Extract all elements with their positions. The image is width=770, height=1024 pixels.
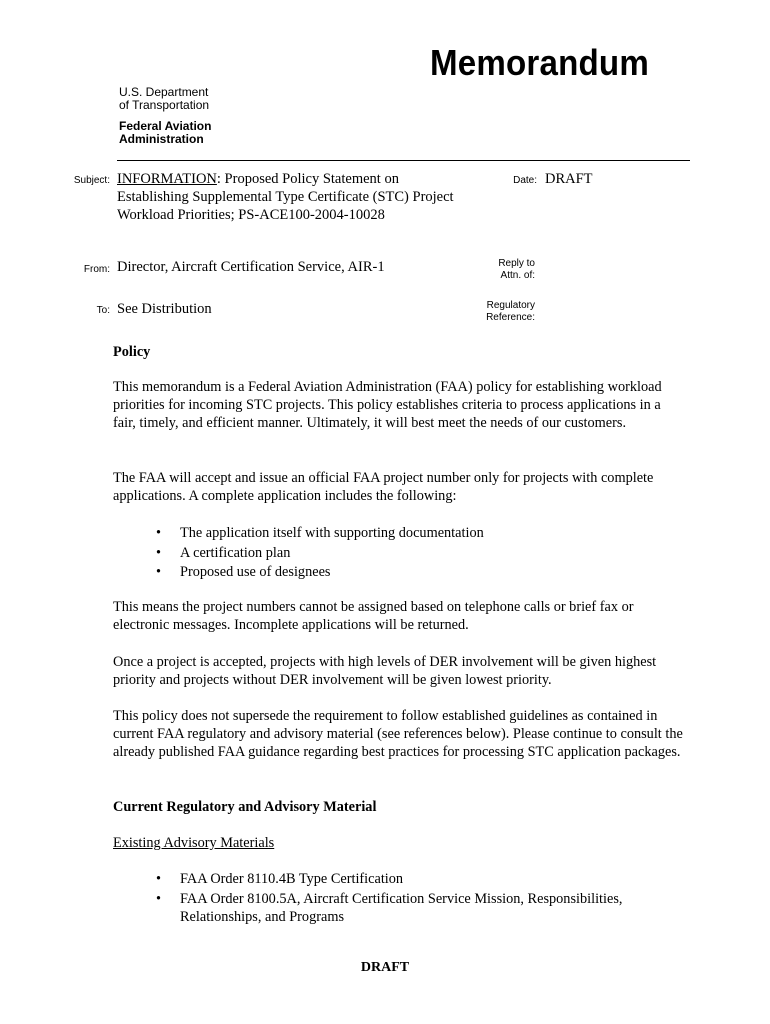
regulatory-label-line-2: Reference: bbox=[486, 312, 535, 323]
bullet-icon: • bbox=[156, 564, 162, 580]
policy-paragraph-4 bbox=[113, 653, 683, 689]
list-item: • A certification plan bbox=[113, 544, 683, 564]
subject-line-2: Establishing Supplemental Type Certificate (STC) Project bbox=[117, 189, 454, 205]
reply-to-label bbox=[460, 258, 535, 282]
policy-paragraph-2 bbox=[113, 469, 683, 505]
list-item: • FAA Order 8100.5A, Aircraft Certification Service Mission, Responsibilities, Relationships, and Programs bbox=[156, 890, 623, 925]
regulatory-heading: Current Regulatory and Advisory Material bbox=[113, 799, 377, 815]
subject-label: Subject: bbox=[73, 175, 110, 186]
bullet-icon: • bbox=[156, 871, 162, 887]
subject-line-1-rest: : Proposed Policy Statement on bbox=[216, 171, 399, 187]
memo-title: Memorandum bbox=[430, 42, 649, 83]
list-item: • FAA Order 8110.4B Type Certification bbox=[113, 870, 683, 890]
para-2: The FAA will accept and issue an official FAA project number only for projects with complete applications. A complete application includes the following: bbox=[113, 470, 654, 504]
agency-line-1: Federal Aviation bbox=[119, 119, 212, 133]
date-label: Date: bbox=[513, 175, 537, 186]
footer-draft-mark: DRAFT bbox=[360, 960, 410, 975]
reply-to-label-line-2: Attn. of: bbox=[500, 270, 535, 281]
subject-text bbox=[117, 170, 487, 224]
policy-paragraph-1 bbox=[113, 378, 683, 432]
department-line-2: of Transportation bbox=[119, 98, 210, 112]
from-label: From: bbox=[83, 264, 110, 275]
advisory-subheading: Existing Advisory Materials bbox=[113, 835, 275, 851]
para-1: This memorandum is a Federal Aviation Administration (FAA) policy for establishing workload priorities for incoming STC projects. This policy establishes criteria to process applications in a fair, timely, and efficient manner. Ultimately, it will best meet the needs of our customers. bbox=[113, 379, 662, 431]
para-3: This means the project numbers cannot be assigned based on telephone calls or brief fax or electronic messages. Incomplete applications will be returned. bbox=[113, 599, 634, 633]
subject-line-3: Workload Priorities; PS-ACE100-2004-10028 bbox=[117, 207, 385, 223]
bullet-icon: • bbox=[156, 544, 162, 561]
bullet-icon: • bbox=[156, 890, 162, 907]
list-item: • Proposed use of designees bbox=[113, 563, 683, 583]
policy-paragraph-3 bbox=[113, 598, 683, 634]
policy-paragraph-5 bbox=[113, 707, 683, 761]
header-divider bbox=[117, 160, 690, 161]
reply-to-label-line-1: Reply to bbox=[498, 258, 535, 269]
list-item: • The application itself with supporting documentation bbox=[113, 524, 683, 544]
agency-line-2: Administration bbox=[119, 132, 204, 146]
to-label: To: bbox=[96, 305, 110, 316]
subject-prefix: INFORMATION bbox=[117, 171, 217, 187]
para-5: This policy does not supersede the requirement to follow established guidelines as contained in current FAA regulatory and advisory material (see references below). Please continue to consult the already published FAA guidance regarding best practices for processing STC application packages. bbox=[113, 708, 683, 760]
regulatory-reference-label bbox=[440, 300, 535, 324]
bullet-icon: • bbox=[156, 525, 162, 541]
para-4: Once a project is accepted, projects with high levels of DER involvement will be given highest priority and projects without DER involvement will be given lowest priority. bbox=[113, 654, 657, 688]
policy-heading: Policy bbox=[113, 344, 151, 360]
advisory-list bbox=[113, 870, 683, 926]
subject-line-1 bbox=[117, 170, 487, 188]
from-value: Director, Aircraft Certification Service, AIR-1 bbox=[117, 259, 385, 275]
department-line-1: U.S. Department bbox=[119, 85, 209, 99]
application-list bbox=[113, 524, 683, 583]
to-value: See Distribution bbox=[117, 301, 212, 317]
date-value: DRAFT bbox=[545, 171, 593, 187]
regulatory-label-line-1: Regulatory bbox=[486, 300, 535, 311]
